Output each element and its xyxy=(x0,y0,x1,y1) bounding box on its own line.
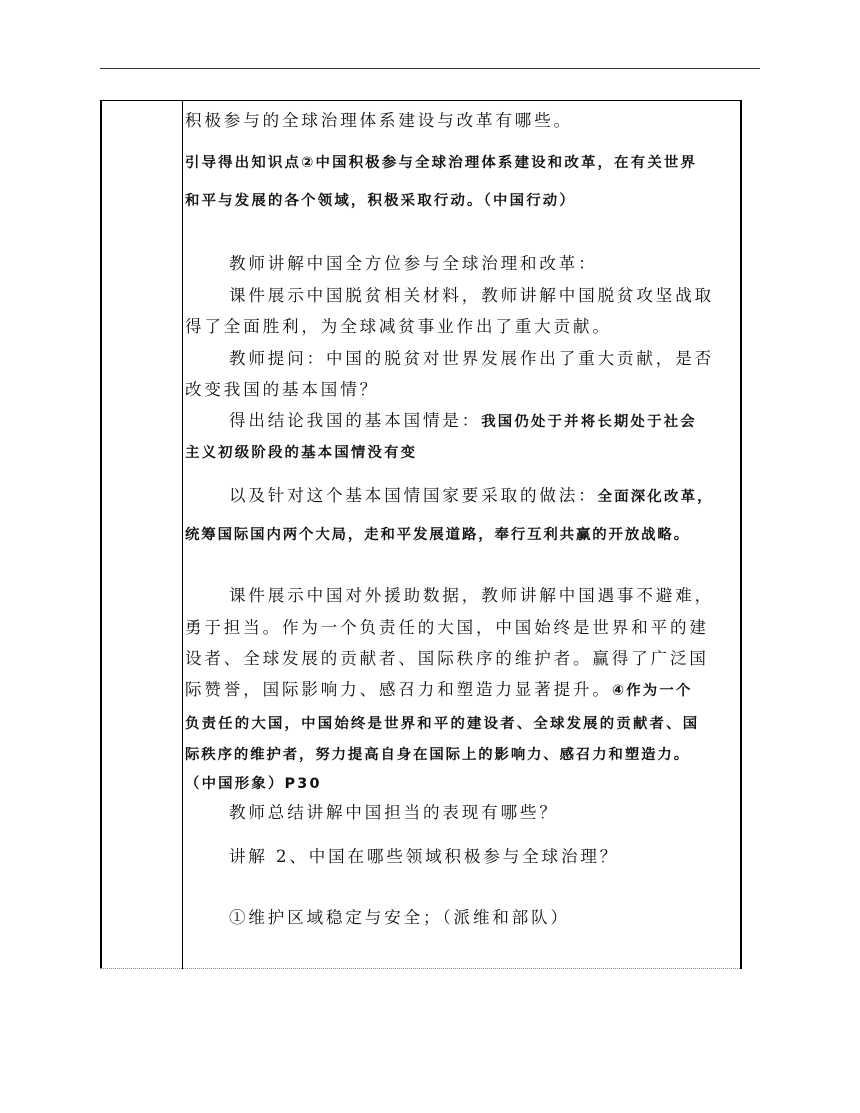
text-line xyxy=(229,485,738,508)
text-line: 教师讲解中国全方位参与全球治理和改革： xyxy=(229,254,598,273)
point-four-bold-line: 际秩序的维护者，努力提高自身在国际上的影响力、感召力和塑造力。 xyxy=(185,747,691,763)
page-reference: （中国形象）P30 xyxy=(185,776,322,792)
content-cell xyxy=(183,101,740,969)
text-line: 设者、全球发展的贡献者、国际秩序的维护者。赢得了广泛国 xyxy=(185,649,709,668)
image-lead: 际赞誉，国际影响力、感召力和塑造力显著提升。 xyxy=(185,680,612,699)
text-line: 勇于担当。作为一个负责任的大国，中国始终是世界和平的建 xyxy=(185,618,709,637)
text-line: 讲解 2、中国在哪些领域积极参与全球治理？ xyxy=(229,847,620,866)
text-line: 课件展示中国脱贫相关材料，教师讲解中国脱贫攻坚战取 xyxy=(229,286,714,305)
text-line: 改变我国的基本国情？ xyxy=(185,380,379,399)
measures-lead: 以及针对这个基本国情国家要采取的做法： xyxy=(229,486,598,505)
lesson-table xyxy=(100,100,742,969)
conclusion-bold-line: 主义初级阶段的基本国情没有变 xyxy=(185,445,418,461)
point-four-bold: ④作为一个 xyxy=(611,683,693,699)
text-line xyxy=(229,410,738,433)
table-bottom-border xyxy=(100,968,740,969)
header-rule xyxy=(100,68,760,69)
text-line: 教师提问：中国的脱贫对世界发展作出了重大贡献，是否 xyxy=(229,349,714,368)
text-line: 得了全面胜利，为全球减贫事业作出了重大贡献。 xyxy=(185,317,612,336)
conclusion-bold: 我国仍处于并将长期处于社会 xyxy=(481,414,697,430)
text-line: 教师总结讲解中国担当的表现有哪些？ xyxy=(229,803,559,822)
knowledge-point-line: 引导得出知识点②中国积极参与全球治理体系建设和改革，在有关世界 xyxy=(185,155,698,171)
text-line: 课件展示中国对外援助数据，教师讲解中国遇事不避难， xyxy=(229,586,714,605)
conclusion-lead: 得出结论我国的基本国情是： xyxy=(229,411,482,430)
text-line: 积极参与的全球治理体系建设与改革有哪些。 xyxy=(185,111,573,130)
left-column-cell xyxy=(102,101,183,969)
text-line: ①维护区域稳定与安全；（派维和部队） xyxy=(229,908,570,927)
measures-bold-line: 统筹国际国内两个大局，走和平发展道路，奉行互利共赢的开放战略。 xyxy=(185,527,691,543)
point-four-bold-line: 负责任的大国，中国始终是世界和平的建设者、全球发展的贡献者、国 xyxy=(185,716,700,732)
measures-bold: 全面深化改革， xyxy=(597,489,714,505)
knowledge-point-line: 和平与发展的各个领域，积极采取行动。（中国行动） xyxy=(185,193,576,209)
